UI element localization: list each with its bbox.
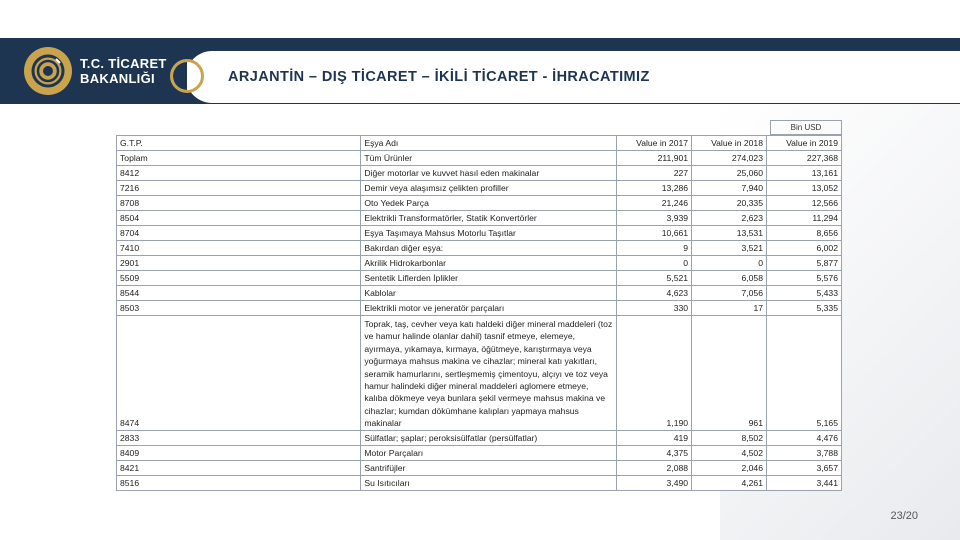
cell-value-2018: 20,335: [692, 196, 767, 211]
cell-item-name: Santrifüjler: [361, 460, 617, 475]
cell-value-2019: 12,566: [767, 196, 842, 211]
cell-value-2019: 3,441: [767, 475, 842, 490]
cell-value-2018: 4,261: [692, 475, 767, 490]
ministry-name: [80, 56, 167, 86]
cell-gtp-code: 5509: [117, 271, 361, 286]
cell-gtp-code: 8704: [117, 226, 361, 241]
cell-value-2017: 0: [617, 256, 692, 271]
cell-value-2019: 227,368: [767, 151, 842, 166]
table-body: [117, 151, 842, 491]
cell-value-2019: 11,294: [767, 211, 842, 226]
cell-gtp-code: 8412: [117, 166, 361, 181]
cell-gtp-code: 8474: [117, 316, 361, 431]
cell-value-2018: 961: [692, 316, 767, 431]
cell-item-name: Diğer motorlar ve kuvvet hasıl eden makinalar: [361, 166, 617, 181]
title-bar: [186, 51, 960, 103]
cell-gtp-code: 2833: [117, 430, 361, 445]
cell-value-2019: 13,161: [767, 166, 842, 181]
cell-value-2018: 4,502: [692, 445, 767, 460]
cell-value-2019: 3,657: [767, 460, 842, 475]
cell-value-2018: 25,060: [692, 166, 767, 181]
cell-item-name: Sülfatlar; şaplar; peroksisülfatlar (persülfatlar): [361, 430, 617, 445]
cell-value-2017: 419: [617, 430, 692, 445]
cell-item-name: Sentetik Liflerden İplikler: [361, 271, 617, 286]
cell-value-2017: 21,246: [617, 196, 692, 211]
cell-item-name: Kablolar: [361, 286, 617, 301]
table-row: [117, 301, 842, 316]
cell-gtp-code: 8516: [117, 475, 361, 490]
cell-gtp-code: 8409: [117, 445, 361, 460]
cell-value-2019: 5,576: [767, 271, 842, 286]
cell-value-2017: 3,939: [617, 211, 692, 226]
table-row: [117, 256, 842, 271]
cell-item-name: Oto Yedek Parça: [361, 196, 617, 211]
table-row: [117, 166, 842, 181]
cell-value-2018: 8,502: [692, 430, 767, 445]
unit-label: Bin USD: [770, 120, 842, 135]
table-row: [117, 445, 842, 460]
ministry-logo: [0, 38, 178, 104]
cell-gtp-code: 7216: [117, 181, 361, 196]
cell-item-name: Demir veya alaşımsız çelikten profiller: [361, 181, 617, 196]
cell-item-name: Elektrikli motor ve jeneratör parçaları: [361, 301, 617, 316]
page-number: 23/20: [890, 510, 918, 522]
cell-value-2019: 3,788: [767, 445, 842, 460]
table-row: [117, 316, 842, 431]
cell-value-2017: 4,623: [617, 286, 692, 301]
cell-value-2017: 9: [617, 241, 692, 256]
table-row: [117, 460, 842, 475]
cell-value-2017: 5,521: [617, 271, 692, 286]
table-row: [117, 241, 842, 256]
cell-value-2018: 3,521: [692, 241, 767, 256]
half-circle-icon: [170, 59, 204, 93]
table-row: [117, 430, 842, 445]
cell-value-2017: 10,661: [617, 226, 692, 241]
cell-item-name: Bakırdan diğer eşya:: [361, 241, 617, 256]
cell-value-2017: 3,490: [617, 475, 692, 490]
cell-item-name: Eşya Taşımaya Mahsus Motorlu Taşıtlar: [361, 226, 617, 241]
cell-item-name: Motor Parçaları: [361, 445, 617, 460]
cell-value-2017: 1,190: [617, 316, 692, 431]
cell-value-2019: 4,476: [767, 430, 842, 445]
cell-value-2017: 2,088: [617, 460, 692, 475]
table-header-row: [117, 136, 842, 151]
cell-value-2019: 5,335: [767, 301, 842, 316]
ministry-emblem-icon: [24, 47, 72, 95]
table-row: [117, 151, 842, 166]
cell-value-2017: 227: [617, 166, 692, 181]
cell-value-2019: 5,877: [767, 256, 842, 271]
cell-item-name: Akrilik Hidrokarbonlar: [361, 256, 617, 271]
table-row: [117, 226, 842, 241]
cell-value-2017: 330: [617, 301, 692, 316]
export-table: [116, 135, 842, 491]
cell-gtp-code: 8503: [117, 301, 361, 316]
page-title: ARJANTİN – DIŞ TİCARET – İKİLİ TİCARET - İHRACATIMIZ: [228, 69, 650, 85]
cell-gtp-code: 8504: [117, 211, 361, 226]
cell-value-2018: 17: [692, 301, 767, 316]
table-row: [117, 181, 842, 196]
table-row: [117, 196, 842, 211]
column-header-2019: Value in 2019: [767, 136, 842, 151]
cell-value-2017: 211,901: [617, 151, 692, 166]
table-row: [117, 211, 842, 226]
cell-value-2019: 5,433: [767, 286, 842, 301]
cell-gtp-code: Toplam: [117, 151, 361, 166]
cell-gtp-code: 8421: [117, 460, 361, 475]
cell-value-2018: 0: [692, 256, 767, 271]
cell-value-2019: 5,165: [767, 316, 842, 431]
cell-value-2018: 274,023: [692, 151, 767, 166]
cell-item-name: Su Isıtıcıları: [361, 475, 617, 490]
cell-value-2019: 6,002: [767, 241, 842, 256]
cell-value-2018: 7,940: [692, 181, 767, 196]
cell-value-2018: 13,531: [692, 226, 767, 241]
ministry-name-line2: BAKANLIĞI: [80, 71, 155, 86]
cell-item-name: Elektrikli Transformatörler, Statik Konvertörler: [361, 211, 617, 226]
cell-value-2018: 6,058: [692, 271, 767, 286]
cell-value-2018: 2,623: [692, 211, 767, 226]
cell-value-2017: 4,375: [617, 445, 692, 460]
cell-value-2019: 8,656: [767, 226, 842, 241]
cell-value-2017: 13,286: [617, 181, 692, 196]
cell-item-name: Tüm Ürünler: [361, 151, 617, 166]
cell-gtp-code: 2901: [117, 256, 361, 271]
cell-gtp-code: 8708: [117, 196, 361, 211]
column-header-gtp: G.T.P.: [117, 136, 361, 151]
cell-value-2018: 2,046: [692, 460, 767, 475]
cell-item-name: Toprak, taş, cevher veya katı haldeki diğer mineral maddeleri (toz ve hamur halinde olanlar dahil) tasnif etmeye, elemeye, ayırmaya, yıkamaya, kırmaya, öğütmeye, karıştırmaya veya yoğurmaya mahsus makina ve cihazlar; mineral katı yakıtları, seramik hamurlarını, sertleşmemiş çimentoyu, alçıyı ve toz veya hamur halindeki diğer mineral maddeleri aglomere etmeye, kalıba dökmeye veya bunlara şekil vermeye mahsus makina ve cihazlar; kumdan dökümhane kalıpları yapmaya mahsus makinalar: [361, 316, 617, 431]
ministry-name-line1: T.C. TİCARET: [80, 56, 167, 71]
table-row: [117, 286, 842, 301]
column-header-2017: Value in 2017: [617, 136, 692, 151]
cell-value-2019: 13,052: [767, 181, 842, 196]
cell-gtp-code: 7410: [117, 241, 361, 256]
table-row: [117, 271, 842, 286]
cell-value-2018: 7,056: [692, 286, 767, 301]
column-header-item-name: Eşya Adı: [361, 136, 617, 151]
table-row: [117, 475, 842, 490]
column-header-2018: Value in 2018: [692, 136, 767, 151]
cell-gtp-code: 8544: [117, 286, 361, 301]
